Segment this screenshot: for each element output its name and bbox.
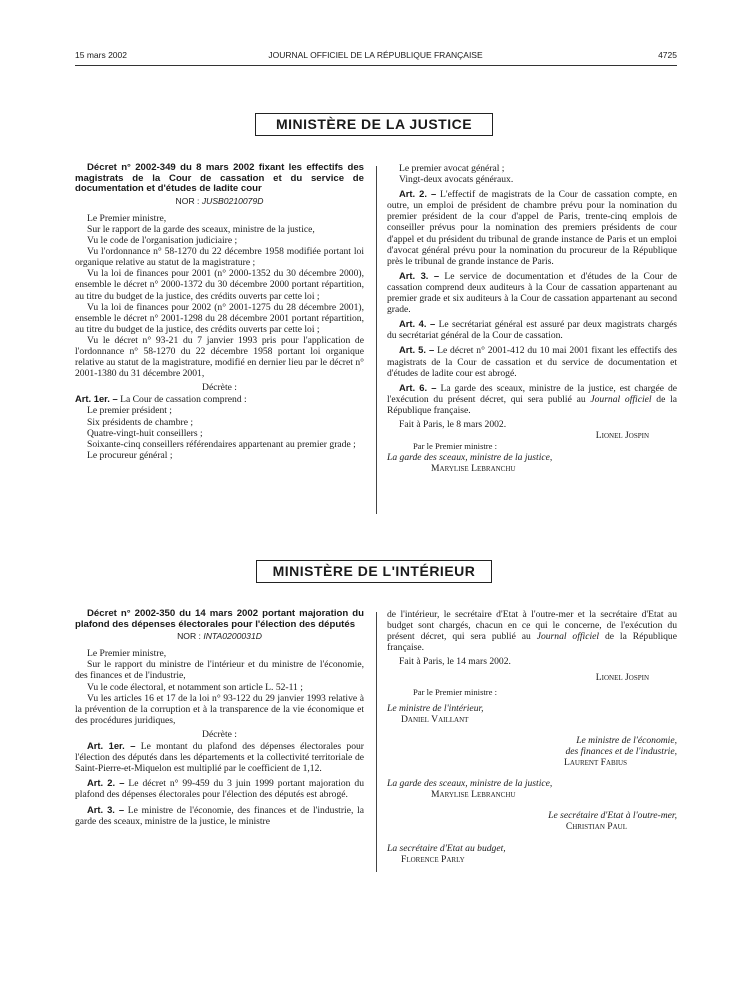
paragraph: Vu le code de l'organisation judiciaire ; — [87, 235, 238, 247]
decrete-label: Décrète : — [202, 728, 237, 740]
signatory-name: Lionel Jospin — [595, 672, 649, 684]
list-item: Le premier président ; — [87, 405, 172, 417]
signing-place-date: Fait à Paris, le 14 mars 2002. — [399, 656, 511, 668]
list-item: Quatre-vingt-huit conseillers ; — [87, 427, 203, 439]
signatory-title: La garde des sceaux, ministre de la justice, — [387, 778, 553, 790]
ministry-heading-justice: MINISTÈRE DE LA JUSTICE — [255, 113, 493, 136]
list-item: Le premier avocat général ; — [399, 163, 505, 174]
decrete-label: Décrète : — [202, 382, 237, 394]
article-2: Art. 2. – Le décret n° 99-459 du 3 juin 1999 portant majoration du plafond des dépenses électorales pour l'élection des députés est abrogé. — [75, 777, 364, 801]
decree-title: Décret n° 2002-350 du 14 mars 2002 portant majoration du plafond des dépenses électorales pour l'élection des députés — [75, 608, 364, 630]
article-2: Art. 2. – L'effectif de magistrats de la Cour de cassation compte, en outre, un emploi de président de chambre prévu pour la nomination du premier président de la cour d'appel de Paris, trente-cinq emplois de conseiller prévus pour la nomination des premiers présidents de cour d'appel et du président du tribunal de grande instance de Paris et un emploi d'avocat général prévu pour la nomination du procureur de la République près le tribunal de grande instance de Paris. — [387, 188, 677, 267]
list-item: Vingt-deux avocats généraux. — [399, 174, 514, 186]
header-date: 15 mars 2002 — [75, 50, 127, 60]
nor-reference: NOR : JUSB0210079D — [175, 195, 264, 206]
signatory-title: La secrétaire d'Etat au budget, — [387, 842, 506, 854]
column-divider — [376, 612, 377, 872]
paragraph: Vu le décret n° 93-21 du 7 janvier 1993 pris pour l'application de l'ordonnance n° 58-1270 du 22 décembre 1958 portant loi organique relative au statut de la magistrature, modifié en dernier lieu par le décret n° 2001-1380 du 31 décembre 2001, — [75, 334, 364, 380]
paragraph: Sur le rapport du ministre de l'intérieur et du ministre de l'économie, des finances et de l'industrie, — [75, 659, 364, 682]
signing-place-date: Fait à Paris, le 8 mars 2002. — [399, 418, 507, 430]
article-1: Art. 1er. – Le montant du plafond des dépenses électorales pour l'élection des députés dans les départements et la collectivité territoriale de Saint-Pierre-et-Miquelon est multiplié par le coefficient de 1,12. — [75, 740, 364, 775]
countersign-label: Par le Premier ministre : — [413, 441, 498, 452]
article-5: Art. 5. – Le décret n° 2001-412 du 10 mai 2001 fixant les effectifs des magistrats de la Cour de cassation et du service de documentation et d'études de ladite cour est abrogé. — [387, 344, 677, 379]
article-3-continued: de l'intérieur, le secrétaire d'Etat à l'outre-mer et la secrétaire d'Etat au budget sont chargés, chacun en ce qui le concerne, de l'exécution du présent décret, qui sera publié au Journal officiel de la République française. — [387, 609, 677, 654]
paragraph: Vu la loi de finances pour 2002 (n° 2001-1275 du 28 décembre 2001), ensemble le décret n° 2001-1298 du 28 décembre 2001 portant répartition, au titre du budget de la justice, des crédits ouverts par cette loi ; — [75, 301, 364, 335]
article-3: Art. 3. – Le service de documentation et d'études de la Cour de cassation comprend deux auditeurs à la Cour de cassation appartenant au premier grade et six auditeurs à la Cour de cassation appartenant au second grade. — [387, 269, 678, 316]
paragraph: Le Premier ministre, — [87, 212, 167, 224]
ministry-heading-interieur: MINISTÈRE DE L'INTÉRIEUR — [256, 560, 492, 583]
signatory-name: Daniel Vaillant — [401, 713, 469, 725]
interieur-right-column — [387, 609, 677, 865]
signatory-name: Florence Parly — [401, 853, 465, 865]
list-item: Le procureur général ; — [87, 449, 173, 461]
countersign-label: Par le Premier ministre : — [413, 686, 498, 697]
signatory-title: Le ministre de l'intérieur, — [387, 702, 484, 714]
paragraph: Le Premier ministre, — [87, 648, 167, 660]
paragraph: Vu les articles 16 et 17 de la loi n° 93-122 du 29 janvier 1993 relative à la prévention de la corruption et à la transparence de la vie économique et des procédures juridiques, — [75, 692, 364, 726]
header-page-number: 4725 — [658, 50, 677, 60]
signatory-title: Le ministre de l'économie, — [576, 734, 677, 746]
paragraph: Vu la loi de finances pour 2001 (n° 2000-1352 du 30 décembre 2000), ensemble le décret n° 2000-1372 du 30 décembre 2000 portant répartition, au titre du budget de la justice, des crédits ouverts par cette loi ; — [75, 268, 364, 302]
interieur-left-column — [75, 609, 364, 827]
article-1: Art. 1er. – La Cour de cassation comprend : — [75, 393, 247, 406]
signatory-name: Marylise Lebranchu — [431, 463, 516, 475]
signatory-name: Laurent Fabius — [564, 757, 627, 769]
decree-title: Décret n° 2002-349 du 8 mars 2002 fixant les effectifs des magistrats de la Cour de cassation et du service de documentation et d'études de ladite cour — [75, 162, 364, 195]
signatory-title: La garde des sceaux, ministre de la justice, — [387, 452, 553, 464]
nor-reference: NOR : INTA0200031D — [177, 631, 262, 642]
header-rule — [75, 65, 677, 66]
justice-right-column — [387, 163, 677, 474]
article-4: Art. 4. – Le secrétariat général est assuré par deux magistrats chargés du secrétariat général de la Cour de cassation. — [387, 318, 677, 342]
header-title: JOURNAL OFFICIEL DE LA RÉPUBLIQUE FRANÇAISE — [268, 50, 483, 60]
signatory-title: Le secrétaire d'Etat à l'outre-mer, — [548, 810, 677, 822]
article-6: Art. 6. – La garde des sceaux, ministre de la justice, est chargée de l'exécution du présent décret, qui sera publié au Journal officiel de la République française. — [387, 381, 678, 416]
justice-left-column — [75, 163, 364, 461]
list-item: Six présidents de chambre ; — [87, 416, 194, 428]
paragraph: Vu le code électoral, et notamment son article L. 52-11 ; — [87, 681, 303, 693]
column-divider — [376, 166, 377, 514]
paragraph: Sur le rapport de la garde des sceaux, ministre de la justice, — [87, 223, 315, 235]
article-3: Art. 3. – Le ministre de l'économie, des finances et de l'industrie, la garde des sceaux, ministre de la justice, le ministre — [75, 803, 365, 827]
list-item: Soixante-cinq conseillers référendaires appartenant au premier grade ; — [87, 438, 356, 450]
signatory-name: Lionel Jospin — [595, 430, 649, 442]
signatory-title: des finances et de l'industrie, — [565, 745, 677, 757]
paragraph: Vu l'ordonnance n° 58-1270 du 22 décembre 1958 modifiée portant loi organique relative au statut de la magistrature ; — [75, 246, 364, 269]
signatory-name: Christian Paul — [565, 821, 627, 833]
signatory-name: Marylise Lebranchu — [431, 789, 516, 801]
